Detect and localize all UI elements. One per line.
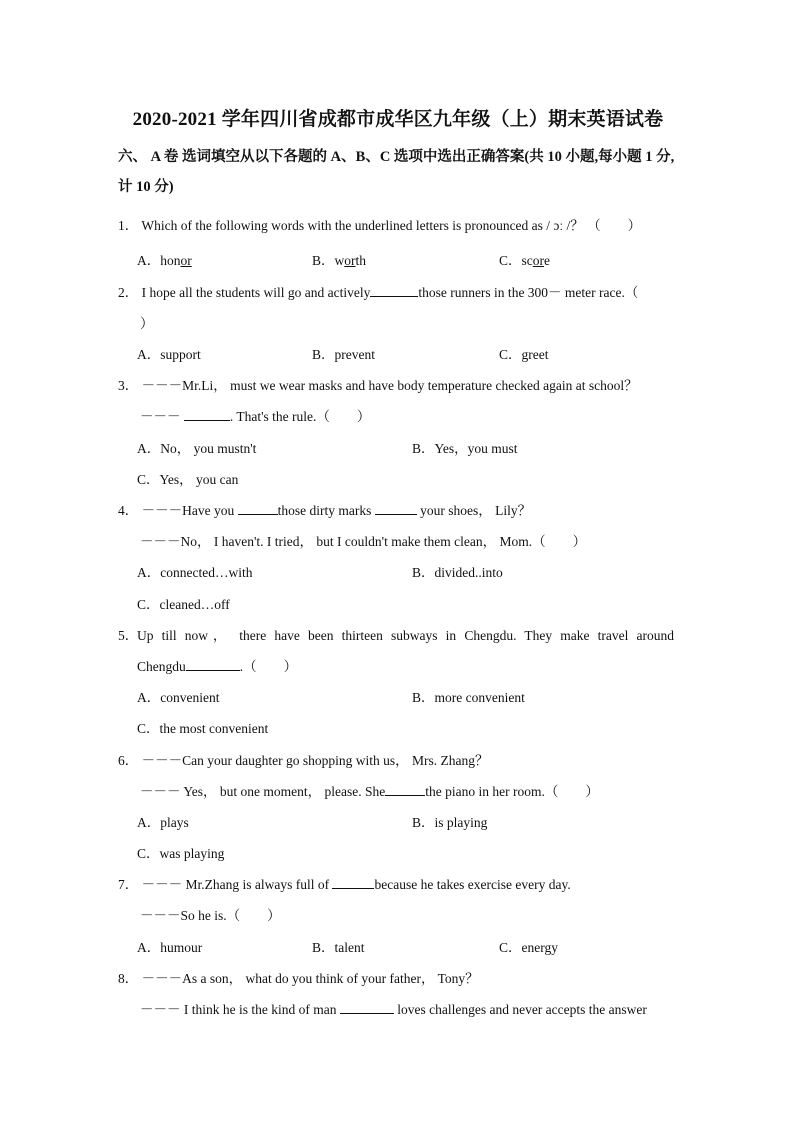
question-8-line2	[140, 998, 647, 1018]
answer-blank[interactable]	[184, 408, 230, 421]
question-5-option-b[interactable]: B．more convenient	[412, 690, 525, 705]
answer-blank[interactable]	[238, 502, 278, 515]
question-6-option-c[interactable]: C．was playing	[137, 846, 225, 861]
option-label: C．	[499, 253, 522, 268]
answer-blank[interactable]	[332, 876, 374, 889]
question-3-number: 3．	[118, 378, 139, 393]
question-1-option-c[interactable]	[499, 249, 550, 269]
question-1	[118, 214, 641, 234]
question-6-text: the piano in her room.（ ）	[425, 784, 599, 799]
question-6-number: 6．	[118, 753, 139, 768]
question-3-option-c[interactable]: C．Yes， you can	[137, 472, 239, 487]
underlined-letters: or	[180, 253, 192, 268]
answer-blank[interactable]	[385, 783, 425, 796]
question-7-line2: －－－So he is.（ ）	[140, 908, 281, 923]
question-5-text: Chengdu	[137, 659, 186, 674]
question-8-number: 8．	[118, 971, 139, 986]
question-6-option-a[interactable]: A．plays	[137, 815, 189, 830]
question-6-text: －－－ Yes， but one moment， please. She	[140, 784, 386, 799]
question-1-option-b[interactable]	[312, 249, 366, 269]
question-2-option-c[interactable]: C．greet	[499, 347, 549, 362]
question-4-text: －－－Have you	[141, 503, 235, 518]
question-2-text: I hope all the students will go and actively	[141, 285, 371, 300]
question-2-paren: ）	[140, 316, 154, 331]
option-text: hon	[160, 253, 181, 268]
question-6-text: －－－Can your daughter go shopping with us， Mrs. Zhang？	[141, 753, 489, 768]
answer-blank[interactable]	[370, 284, 418, 297]
answer-blank[interactable]	[375, 502, 417, 515]
question-7-number: 7．	[118, 877, 139, 892]
question-3-text: －－－Mr.Li， must we wear masks and have body temperature checked again at school？	[141, 378, 638, 393]
question-7-option-b[interactable]: B．talent	[312, 940, 365, 955]
question-3-line2	[140, 405, 370, 425]
question-8-text: loves challenges and never accepts the answer	[397, 1002, 647, 1017]
option-label: B．	[312, 253, 335, 268]
question-4-option-a[interactable]: A．connected…with	[137, 565, 253, 580]
question-4-option-c[interactable]: C．cleaned…off	[137, 597, 230, 612]
question-5-line2	[137, 655, 297, 675]
question-7-option-c[interactable]: C．energy	[499, 940, 558, 955]
exam-title: 2020-2021 学年四川省成都市成华区九年级（上）期末英语试卷	[132, 109, 664, 130]
question-4	[118, 499, 531, 519]
section-heading-line2: 计 10 分)	[118, 179, 174, 195]
answer-blank[interactable]	[186, 658, 240, 671]
question-2	[118, 281, 638, 301]
question-5-text: .（ ）	[239, 659, 298, 674]
question-4-line2: －－－No， I haven't. I tried， but I couldn't make them clean， Mom.（ ）	[140, 534, 587, 549]
question-8-text: －－－ I think he is the kind of man	[140, 1002, 337, 1017]
question-3-option-a[interactable]: A．No， you mustn't	[137, 441, 257, 456]
question-1-number: 1．	[118, 218, 139, 233]
question-5-option-c[interactable]: C．the most convenient	[137, 721, 269, 736]
question-3	[118, 374, 638, 394]
option-text: sc	[521, 253, 533, 268]
question-8	[118, 967, 479, 987]
section-heading	[118, 142, 678, 202]
question-1-text: Which of the following words with the underlined letters is pronounced as / ɔː /？	[141, 218, 584, 233]
question-7-text: because he takes exercise every day.	[374, 877, 571, 892]
question-4-number: 4．	[118, 503, 139, 518]
question-7-option-a[interactable]: A．humour	[137, 940, 203, 955]
question-4-option-b[interactable]: B．divided..into	[412, 565, 503, 580]
question-6-option-b[interactable]: B．is playing	[412, 815, 488, 830]
question-2-option-a[interactable]: A．support	[137, 347, 201, 362]
dialogue-dash: －－－	[140, 409, 181, 424]
question-2-text: those runners in the 300－ meter race.（	[418, 285, 639, 300]
question-8-text: －－－As a son， what do you think of your father， Tony？	[141, 971, 479, 986]
option-label: A．	[137, 253, 161, 268]
question-4-text: your shoes， Lily？	[420, 503, 532, 518]
section-heading-line1: 六、 A 卷 选词填空从以下各题的 A、B、C 选项中选出正确答案(共 10 小题,每小题 1 分,	[118, 149, 675, 165]
option-text: w	[334, 253, 345, 268]
underlined-letters: or	[344, 253, 356, 268]
question-7	[118, 873, 571, 893]
question-2-number: 2．	[118, 285, 139, 300]
question-6-line2	[140, 780, 599, 800]
question-4-text: those dirty marks	[277, 503, 372, 518]
question-1-paren: （ ）	[587, 218, 642, 233]
question-5-number: 5．	[118, 628, 139, 643]
question-5-text: Up till now， there have been thirteen subways in Chengdu. They make travel around	[137, 628, 674, 643]
option-text: th	[355, 253, 367, 268]
answer-blank[interactable]	[340, 1001, 394, 1014]
question-5-option-a[interactable]: A．convenient	[137, 690, 220, 705]
question-6	[118, 749, 488, 769]
question-7-text: －－－ Mr.Zhang is always full of	[141, 877, 330, 892]
option-text: e	[544, 253, 551, 268]
question-3-option-b[interactable]: B．Yes，you must	[412, 441, 518, 456]
question-2-option-b[interactable]: B．prevent	[312, 347, 375, 362]
underlined-letters: or	[532, 253, 545, 268]
question-3-text: . That's the rule.（ ）	[229, 409, 371, 424]
question-1-option-a[interactable]	[137, 249, 192, 269]
